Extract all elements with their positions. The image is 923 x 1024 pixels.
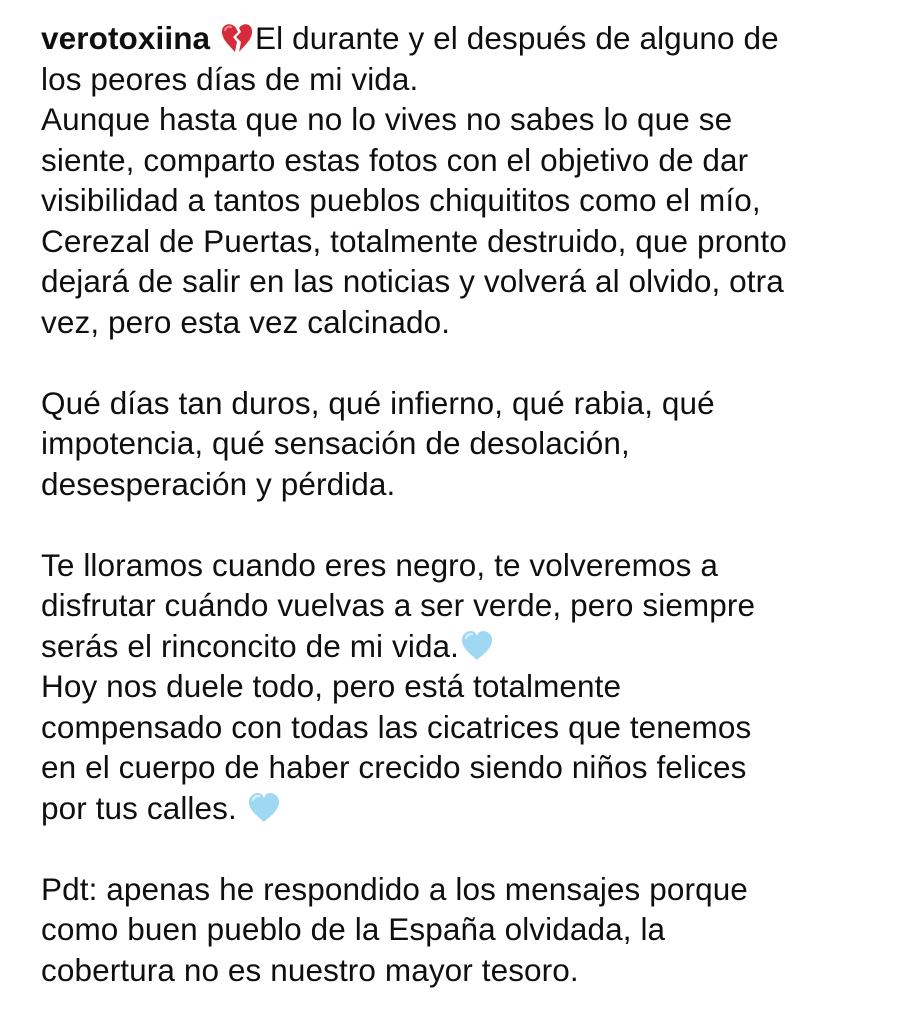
broken-heart-icon (220, 22, 254, 54)
caption-line: Hoy nos duele todo, pero está totalmente (41, 668, 622, 704)
caption-line: siente, comparto estas fotos con el objetivo de dar (41, 141, 749, 178)
caption-line: impotencia, qué sensación de desolación, (41, 425, 630, 461)
caption-line (41, 788, 901, 829)
caption-line: Aunque hasta que no lo vives no sabes lo que se (41, 101, 733, 137)
caption-line: como buen pueblo de la España olvidada, la (41, 911, 666, 947)
paragraph-gap (41, 828, 901, 869)
light-blue-heart-icon (247, 792, 281, 824)
paragraph-gap (41, 342, 901, 383)
caption-line: los peores días de mi vida. (41, 60, 419, 97)
caption-line: dejará de salir en las noticias y volverá al olvido, otra (41, 263, 784, 299)
caption-line: Qué días tan duros, qué infierno, qué rabia, qué (41, 384, 715, 421)
caption-line: Cerezal de Puertas, totalmente destruido, que pronto (41, 222, 787, 259)
light-blue-heart-icon (460, 630, 494, 662)
caption-text: serás el rinconcito de mi vida. (41, 627, 460, 664)
caption-text: El durante y el después de alguno de (255, 20, 779, 56)
caption-line (41, 626, 901, 667)
caption-line: compensado con todas las cicatrices que tenemos (41, 708, 752, 745)
caption-line (41, 18, 901, 59)
caption-line: Te lloramos cuando eres negro, te volveremos a (41, 546, 718, 583)
post-caption (41, 18, 901, 990)
caption-line: disfrutar cuándo vuelvas a ser verde, pero siempre (41, 587, 756, 623)
paragraph-gap (41, 504, 901, 545)
caption-line: vez, pero esta vez calcinado. (41, 303, 451, 340)
caption-line: Pdt: apenas he respondido a los mensajes porque (41, 870, 748, 907)
caption-line: cobertura no es nuestro mayor tesoro. (41, 951, 579, 988)
caption-line: desesperación y pérdida. (41, 465, 396, 502)
caption-text: por tus calles. (41, 789, 237, 826)
caption-line: en el cuerpo de haber crecido siendo niños felices (41, 749, 747, 785)
username-link[interactable]: verotoxiina (41, 20, 211, 56)
caption-line: visibilidad a tantos pueblos chiquititos como el mío, (41, 182, 761, 218)
